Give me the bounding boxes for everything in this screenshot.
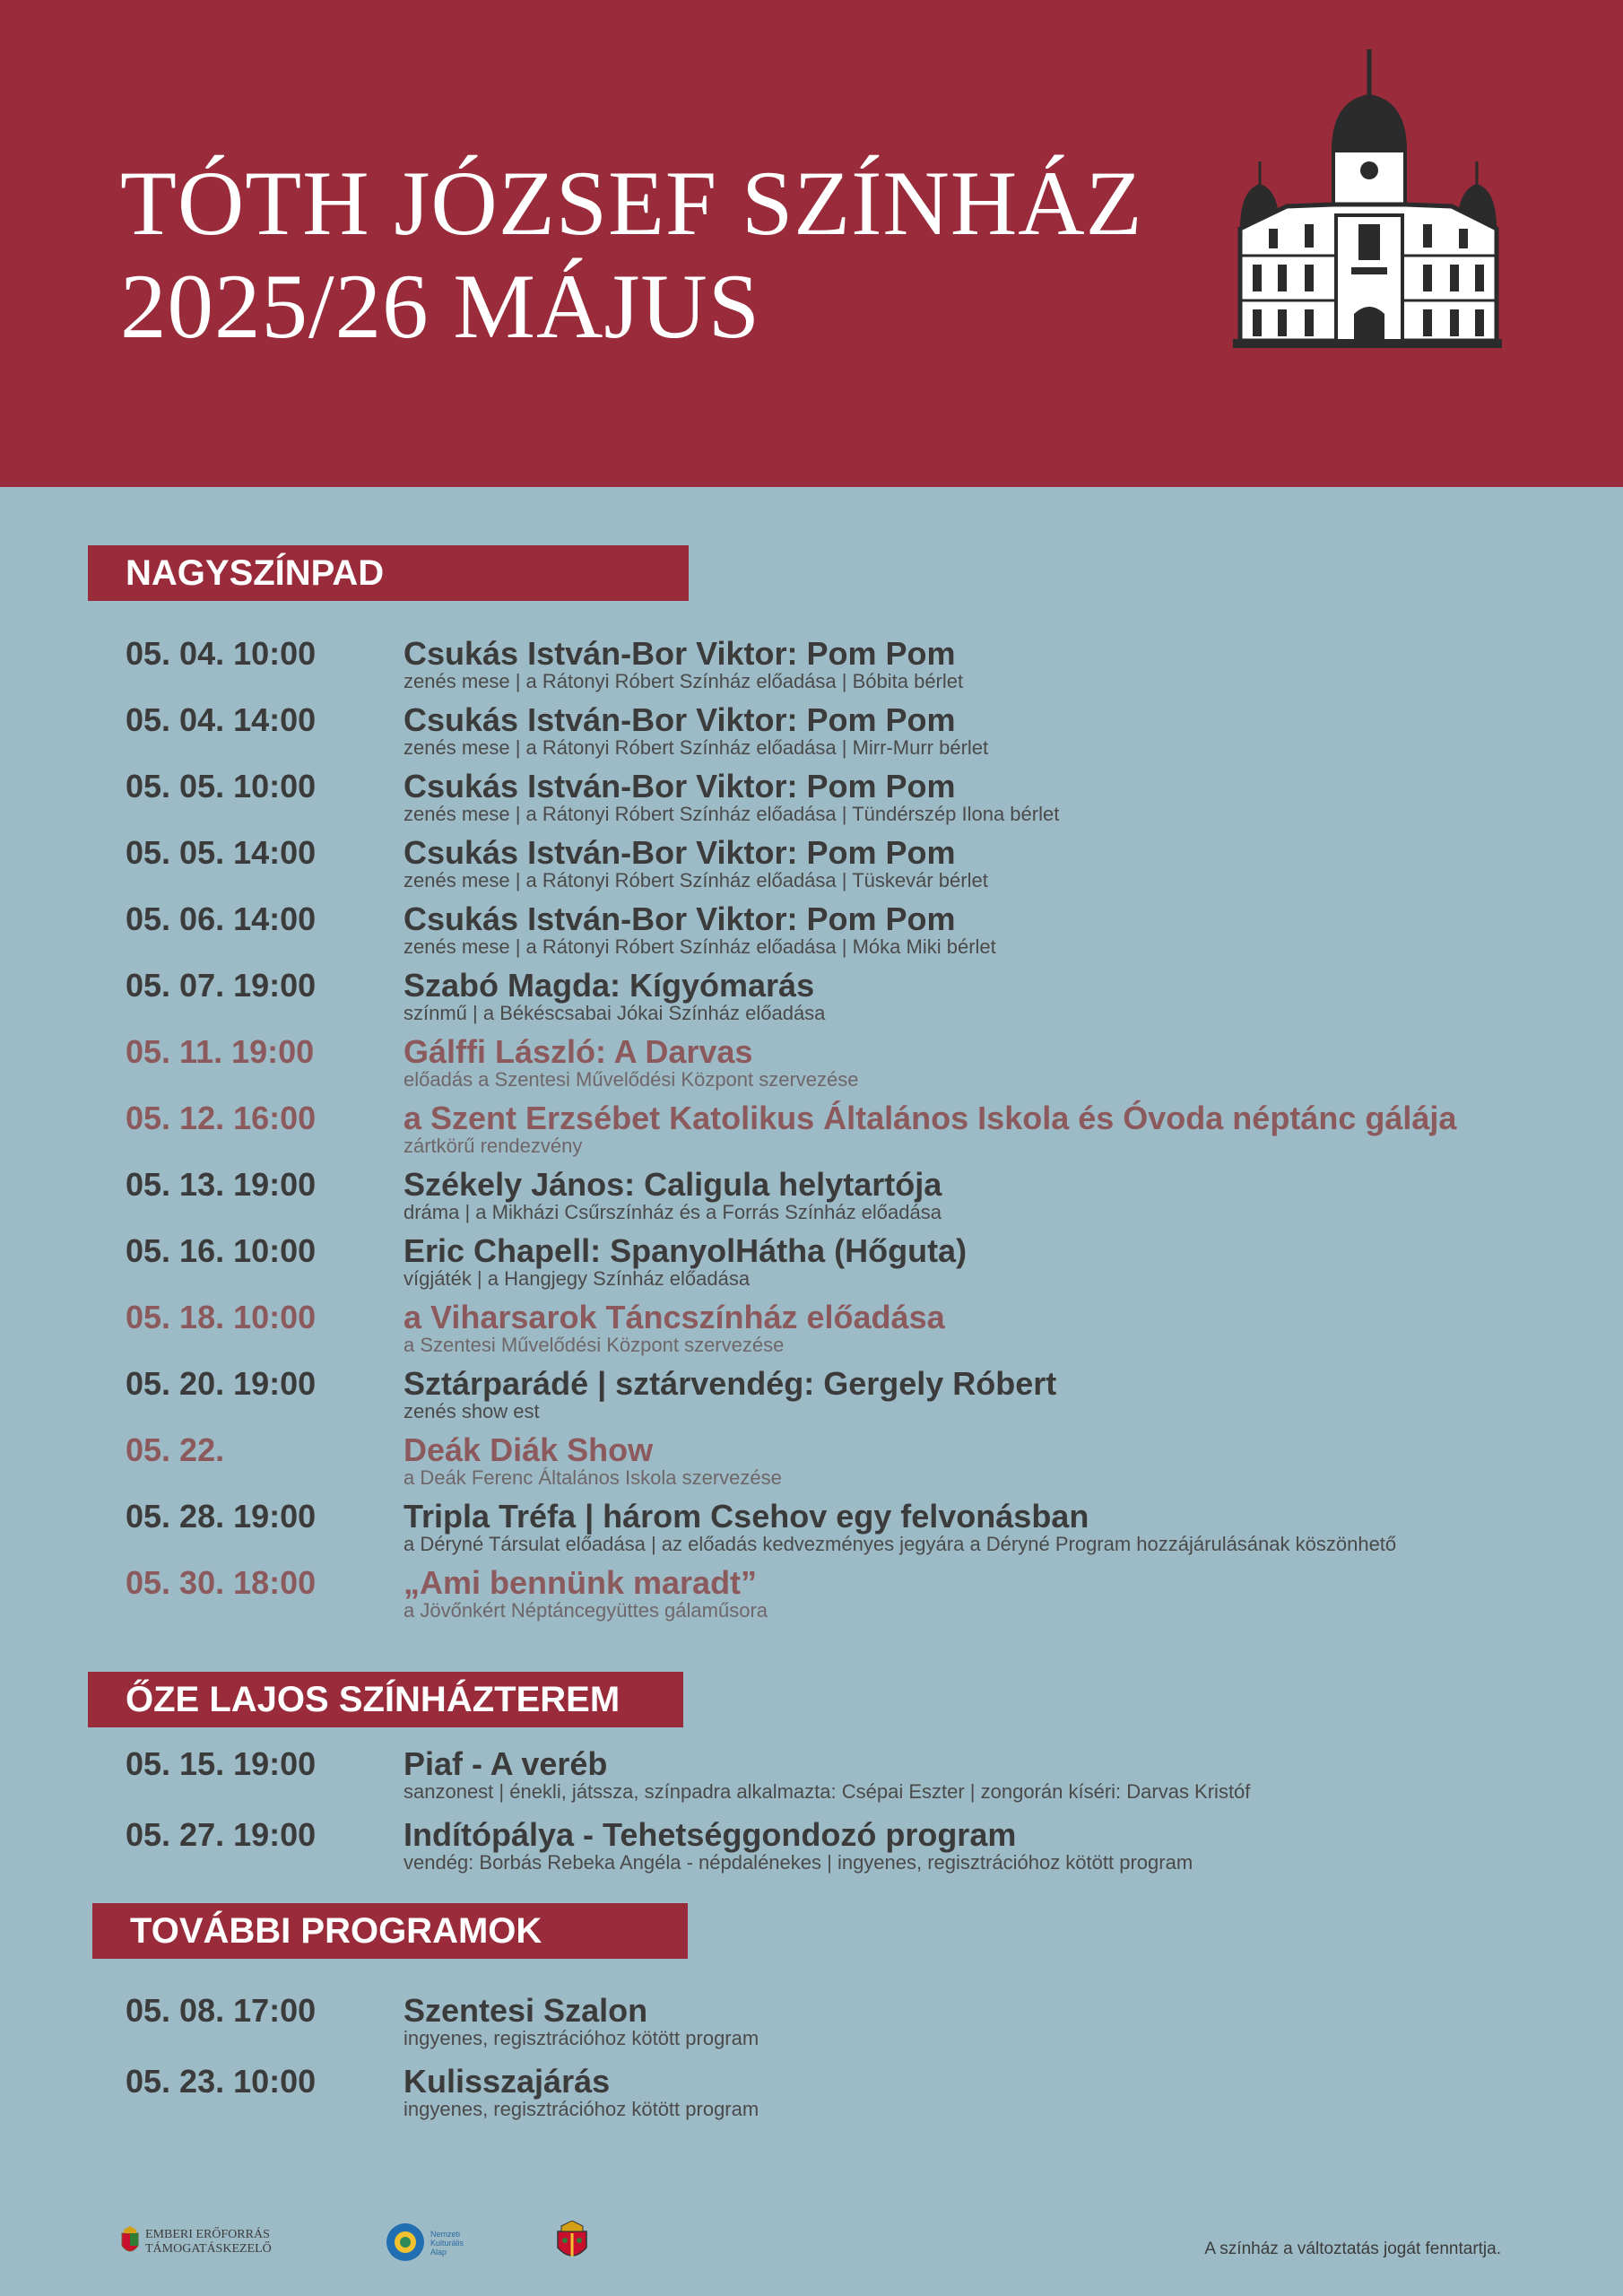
event-title: Csukás István-Bor Viktor: Pom Pom: [404, 635, 956, 672]
event-subtitle: a Jövőnkért Néptáncegyüttes gálaműsora: [404, 1599, 768, 1622]
event-date: 05. 22.: [126, 1431, 225, 1468]
event-title: Csukás István-Bor Viktor: Pom Pom: [404, 701, 956, 738]
event-title: Indítópálya - Tehetséggondozó program: [404, 1816, 1017, 1853]
event-date: 05. 20. 19:00: [126, 1365, 317, 1402]
header-banner: [0, 0, 1623, 487]
event-title: Csukás István-Bor Viktor: Pom Pom: [404, 900, 956, 937]
event-title: Tripla Tréfa | három Csehov egy felvonásban: [404, 1498, 1089, 1535]
logo1-line2: TÁMOGATÁSKEZELŐ: [145, 2242, 272, 2256]
event-date: 05. 05. 10:00: [126, 768, 317, 804]
section-heading-nagyszinpad: NAGYSZÍNPAD: [88, 545, 689, 601]
event-date: 05. 30. 18:00: [126, 1564, 317, 1601]
page-title: [120, 152, 1143, 359]
event-title: Szabó Magda: Kígyómarás: [404, 967, 815, 1004]
logo2-line3: Alap: [430, 2248, 447, 2257]
event-title: „Ami bennünk maradt”: [404, 1564, 758, 1601]
title-line-1: TÓTH JÓZSEF SZÍNHÁZ: [120, 152, 1143, 255]
event-subtitle: zenés mese | a Rátonyi Róbert Színház előadása | Bóbita bérlet: [404, 670, 964, 692]
event-date: 05. 27. 19:00: [126, 1816, 317, 1853]
event-subtitle: ingyenes, regisztrációhoz kötött program: [404, 2098, 759, 2120]
section-heading-oze: ŐZE LAJOS SZÍNHÁZTEREM: [88, 1672, 683, 1727]
event-title: Piaf - A veréb: [404, 1745, 608, 1782]
title-line-2: 2025/26 MÁJUS: [120, 256, 761, 358]
event-title: a Viharsarok Táncszínház előadása: [404, 1299, 945, 1335]
event-subtitle: sanzonest | énekli, játssza, színpadra alkalmazta: Csépai Eszter | zongorán kíséri: Darvas Kristóf: [404, 1780, 1251, 1803]
logo1-line1: EMBERI ERŐFORRÁS: [145, 2228, 270, 2241]
event-date: 05. 12. 16:00: [126, 1100, 317, 1136]
event-title: Székely János: Caligula helytartója: [404, 1166, 942, 1203]
nka-circle-icon: [386, 2222, 425, 2262]
hungarian-crest-icon: [120, 2226, 140, 2257]
event-date: 05. 06. 14:00: [126, 900, 317, 937]
event-date: 05. 13. 19:00: [126, 1166, 317, 1203]
event-date: 05. 28. 19:00: [126, 1498, 317, 1535]
event-subtitle: zenés mese | a Rátonyi Róbert Színház előadása | Móka Miki bérlet: [404, 935, 996, 958]
event-subtitle: a Déryné Társulat előadása | az előadás kedvezményes jegyára a Déryné Program hozzájárulásának köszönhető: [404, 1533, 1397, 1555]
event-subtitle: előadás a Szentesi Művelődési Központ szervezése: [404, 1068, 859, 1091]
event-title: Deák Diák Show: [404, 1431, 654, 1468]
event-subtitle: zenés mese | a Rátonyi Róbert Színház előadása | Tüskevár bérlet: [404, 869, 988, 891]
event-date: 05. 05. 14:00: [126, 834, 317, 871]
logo2-line1: Nemzeti: [430, 2230, 461, 2239]
theater-building-icon: [1233, 45, 1502, 354]
event-title: Csukás István-Bor Viktor: Pom Pom: [404, 834, 956, 871]
logo2-line2: Kulturális: [430, 2239, 464, 2248]
event-subtitle: zártkörű rendezvény: [404, 1135, 583, 1157]
event-subtitle: vígjáték | a Hangjegy Színház előadása: [404, 1267, 751, 1290]
event-title: Eric Chapell: SpanyolHátha (Hőguta): [404, 1232, 968, 1269]
event-title: Csukás István-Bor Viktor: Pom Pom: [404, 768, 956, 804]
event-title: a Szent Erzsébet Katolikus Általános Iskola és Óvoda néptánc gálája: [404, 1100, 1457, 1136]
event-date: 05. 16. 10:00: [126, 1232, 317, 1269]
event-subtitle: zenés show est: [404, 1400, 540, 1422]
event-subtitle: színmű | a Békéscsabai Jókai Színház előadása: [404, 1002, 826, 1024]
event-title: Szentesi Szalon: [404, 1992, 648, 2029]
event-subtitle: ingyenes, regisztrációhoz kötött program: [404, 2027, 759, 2049]
event-title: Kulisszajárás: [404, 2063, 611, 2100]
event-title: Gálffi László: A Darvas: [404, 1033, 753, 1070]
coat-of-arms-icon: [554, 2221, 590, 2264]
event-subtitle: zenés mese | a Rátonyi Róbert Színház előadása | Tündérszép Ilona bérlet: [404, 803, 1060, 825]
event-date: 05. 08. 17:00: [126, 1992, 317, 2029]
section-heading-tovabbi: TOVÁBBI PROGRAMOK: [92, 1903, 688, 1959]
event-subtitle: a Deák Ferenc Általános Iskola szervezése: [404, 1466, 782, 1489]
event-date: 05. 11. 19:00: [126, 1033, 315, 1070]
event-subtitle: vendég: Borbás Rebeka Angéla - népdalénekes | ingyenes, regisztrációhoz kötött program: [404, 1851, 1193, 1874]
event-date: 05. 15. 19:00: [126, 1745, 317, 1782]
footer-logos: [120, 2215, 658, 2269]
event-subtitle: dráma | a Mikházi Csűrszínház és a Forrás Színház előadása: [404, 1201, 942, 1223]
event-subtitle: zenés mese | a Rátonyi Róbert Színház előadása | Mirr-Murr bérlet: [404, 736, 989, 759]
disclaimer: A színház a változtatás jogát fenntartja.: [1204, 2239, 1501, 2258]
event-date: 05. 04. 14:00: [126, 701, 317, 738]
event-subtitle: a Szentesi Művelődési Központ szervezése: [404, 1334, 785, 1356]
event-title: Sztárparádé | sztárvendég: Gergely Róbert: [404, 1365, 1057, 1402]
event-date: 05. 18. 10:00: [126, 1299, 317, 1335]
event-date: 05. 04. 10:00: [126, 635, 317, 672]
event-date: 05. 07. 19:00: [126, 967, 317, 1004]
event-date: 05. 23. 10:00: [126, 2063, 317, 2100]
